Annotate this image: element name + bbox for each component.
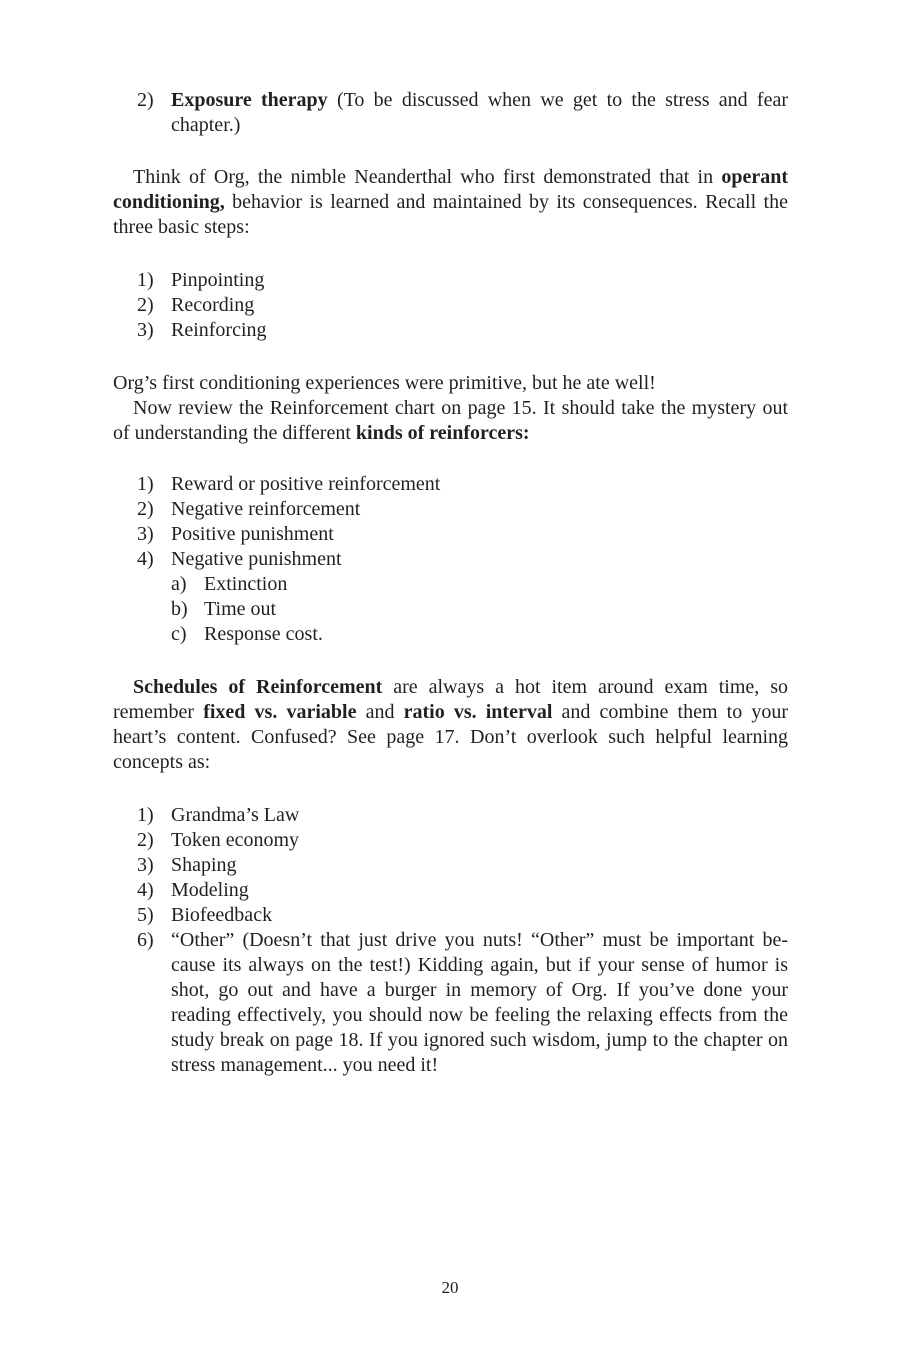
list-marker: 3) (137, 854, 154, 876)
item-text: “Other” (Doesn’t that just drive you nuts! “Other” must be important be-cause its always on the test!) Kidding again, but if your sense of humor is shot, go out and have a burger in memory of Org. If you’ve done your reading effectively, you should now be feeling the relaxing effects from the study break on page 18. If you ignored such wisdom, jump to the chapter on stress management... you need it! (171, 929, 788, 1076)
list-item (113, 472, 788, 497)
list-marker: 2) (137, 498, 154, 520)
item-text: Negative punishment (171, 548, 342, 570)
list-marker: 5) (137, 904, 154, 926)
item-text: Recording (171, 294, 255, 316)
text-run: and (356, 701, 404, 723)
list-marker: 3) (137, 319, 154, 341)
item-text: Pinpointing (171, 269, 265, 291)
item-text: Time out (204, 598, 277, 620)
exposure-therapy-item (113, 88, 788, 138)
reinforcers-list (113, 472, 788, 572)
list-marker: 4) (137, 548, 154, 570)
list-marker: 1) (137, 804, 154, 826)
list-item (113, 878, 788, 903)
item-text: Grandma’s Law (171, 804, 300, 826)
list-item (113, 828, 788, 853)
list-item (113, 293, 788, 318)
paragraph-schedules (113, 675, 788, 775)
list-marker: c) (171, 623, 187, 645)
item-text: Reinforcing (171, 319, 267, 341)
list-item (113, 88, 788, 138)
list-item (113, 318, 788, 343)
list-marker: 1) (137, 473, 154, 495)
list-item (113, 803, 788, 828)
negative-punishment-sublist (113, 572, 788, 647)
text-run: are always a hot item around exam time, so remember (113, 676, 789, 723)
list-marker: 2) (137, 829, 154, 851)
item-text: (To be discussed when we get to the stress and fear chapter.) (171, 89, 788, 136)
bold-term: kinds of reinforcers: (355, 422, 530, 444)
sublist-item (113, 572, 788, 597)
sublist-item (113, 622, 788, 647)
item-text: Token economy (171, 829, 300, 851)
text-run: Now review the Reinforcement chart on page 15. It should take the mystery out of understanding the different (113, 397, 788, 444)
list-item (113, 547, 788, 572)
list-marker: 2) (137, 89, 154, 111)
bold-term: ratio vs. interval (403, 701, 553, 723)
text-run: and combine them to your heart’s content. Confused? See page 17. Don’t overlook such helpful learning concepts as: (113, 701, 788, 773)
list-marker: 6) (137, 929, 154, 951)
text-run: behavior is learned and maintained by its consequences. Recall the three basic steps: (113, 191, 788, 238)
learning-concepts-list (113, 803, 788, 1078)
list-item (113, 928, 788, 1078)
item-text: Modeling (171, 879, 249, 901)
paragraph-org: Org’s first conditioning experiences were primitive, but he ate well! (113, 372, 656, 394)
item-text: Biofeedback (171, 904, 273, 926)
bold-term: Exposure therapy (171, 89, 328, 111)
list-item (113, 853, 788, 878)
item-text: Positive punishment (171, 523, 334, 545)
paragraph-review (113, 396, 788, 446)
bold-term: fixed vs. variable (203, 701, 357, 723)
bold-term: operant conditioning, (113, 166, 788, 213)
list-marker: a) (171, 573, 187, 595)
page-number: 20 (441, 1278, 459, 1297)
list-item (113, 903, 788, 928)
item-text: Negative reinforcement (171, 498, 361, 520)
list-marker: 2) (137, 294, 154, 316)
paragraph-operant-conditioning (113, 165, 788, 240)
list-marker: 3) (137, 523, 154, 545)
item-text: Shaping (171, 854, 237, 876)
sublist-item (113, 597, 788, 622)
item-text: Extinction (204, 573, 288, 595)
list-marker: 4) (137, 879, 154, 901)
item-text: Response cost. (204, 623, 323, 645)
bold-term: Schedules of Reinforcement (133, 676, 383, 698)
text-run: Think of Org, the nimble Neanderthal who first demonstrated that in (133, 166, 722, 188)
item-text: Reward or positive reinforcement (171, 473, 441, 495)
list-marker: b) (171, 598, 188, 620)
list-marker: 1) (137, 269, 154, 291)
list-item (113, 497, 788, 522)
basic-steps-list (113, 268, 788, 343)
list-item (113, 268, 788, 293)
list-item (113, 522, 788, 547)
page-body (113, 88, 788, 1078)
